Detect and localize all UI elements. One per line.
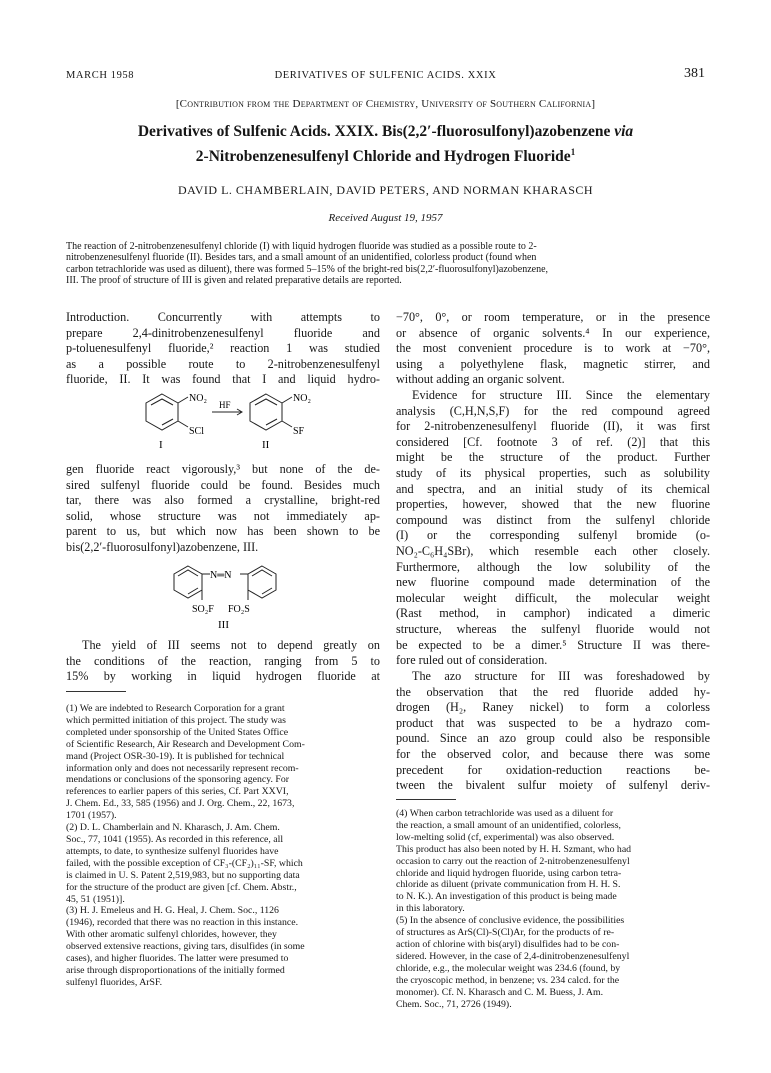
text-line: fore ruled out of consideration. <box>396 653 548 668</box>
footnote-line: (2) D. L. Chamberlain and N. Kharasch, J. Am. Chem. <box>66 822 280 834</box>
text-line: drogen (H₂, Raney nickel) to form a colorless <box>396 700 710 715</box>
text-line: might be the structure of the product. Further <box>396 450 710 465</box>
footnote-line: monomer). Cf. N. Kharasch and C. M. Buess, J. Am. <box>396 986 604 998</box>
text-line: the most convenient procedure is to work at −70°, <box>396 341 710 356</box>
text-line: prepare 2,4-dinitrobenzenesulfenyl fluoride and <box>66 325 380 340</box>
footnote-line: the reaction, a small amount of an unidentified, colorless, <box>396 819 621 831</box>
structure-III <box>170 562 320 632</box>
text-line: The azo structure for III was foreshadowed by <box>412 669 710 683</box>
footnote-line: (1946), recorded that there was no reaction in this instance. <box>66 917 299 929</box>
footnote-line: chloride as diluent (private communication from H. H. S. <box>396 879 621 891</box>
footnote-line: of structures as ArS(Cl)-S(Cl)Ar, for the products of re- <box>396 927 615 939</box>
benzene-ring-product <box>250 394 292 430</box>
fluorosulfonyl-group-right: FO₂S <box>228 604 250 615</box>
footnote-line: With other aromatic sulfenyl chlorides, however, they <box>66 929 277 941</box>
footnote-line: to N. K.). An investigation of this product is being made <box>396 891 617 903</box>
benzene-ring-right <box>240 566 276 600</box>
text-line: Introduction. Concurrently with attempts to <box>66 310 380 324</box>
abstract-line: carbon tetrachloride was used as diluent), there was formed 5–15% of the bright-red bis(2,2′-fluorosulfonyl)azobenzene, <box>66 263 549 275</box>
reagent-hf: HF <box>219 400 231 410</box>
text-line: sired sulfenyl fluoride could be found. Besides much <box>66 477 380 492</box>
text-line: Evidence for structure III. Since the elementary <box>412 388 710 402</box>
text-line: tween the bivalent sulfur moiety of sulfenyl deriv- <box>396 778 710 793</box>
text-line: 15% by working in liquid hydrogen fluoride at <box>66 669 380 684</box>
footnote-line: information only and does not necessarily represent recom- <box>66 762 299 774</box>
footnote-line: chloride, e.g., the molecular weight was 234.6 (found, by <box>396 962 621 974</box>
footnote-rule-right <box>396 799 456 800</box>
product-nitro-group: NO₂ <box>293 393 311 404</box>
footnote-line: for the structure of the product are given [cf. Chem. Abstr., <box>66 881 297 893</box>
text-line: bis(2,2′-fluorosulfonyl)azobenzene, III. <box>66 539 259 554</box>
footnote-line: is claimed in U. S. Patent 2,519,983, but no supporting data <box>66 869 300 881</box>
title-line-2-text: 2-Nitrobenzenesulfenyl Chloride and Hydrogen Fluoride <box>195 148 571 166</box>
footnote-line: sidered. However, in the case of 2,4-dinitrobenzenesulfenyl <box>396 950 630 962</box>
footnote-line: mand (Project OSR-30-19). It is published for technical <box>66 750 285 762</box>
text-line: properties, however, showed that the new fluorine <box>396 497 710 512</box>
footnote-line: the cryoscopic method, in benzene; vs. 234 calcd. for the <box>396 974 620 986</box>
footnote-line: in this laboratory. <box>396 903 465 915</box>
left-paragraph-2 <box>66 462 380 556</box>
footnote-line: mendations or conclusions of the sponsoring agency. For <box>66 774 290 786</box>
right-paragraph-1 <box>396 310 710 388</box>
text-line: The yield of III seems not to depend greatly on <box>82 638 380 652</box>
text-line: solid, whose structure was not immediately ap- <box>66 508 380 523</box>
text-line: (Rast method, in camphor) indicated a dimeric <box>396 606 710 621</box>
footnotes-right <box>396 808 710 1010</box>
azo-linkage: N═N <box>210 570 232 581</box>
footnote-line: (5) In the absence of conclusive evidence, the possibilities <box>396 915 625 927</box>
title-line-2 <box>60 142 711 167</box>
running-head-title: DERIVATIVES OF SULFENIC ACIDS. XXIX <box>274 70 497 81</box>
left-paragraph-intro <box>66 310 380 388</box>
abstract-line: nitrobenzenesulfenyl fluoride (II). Besides tars, and a small amount of an unidentified, colorless product (found when <box>66 252 537 264</box>
footnote-line: J. Chem. Ed., 33, 585 (1956) and J. Org. Chem., 22, 1673, <box>66 798 295 810</box>
footnote-line: which permitted initiation of this project. The study was <box>66 714 286 726</box>
text-line: the observation that the red fluoride added hy- <box>396 684 710 699</box>
text-line: molecular weight difficult, the molecular weight <box>396 590 710 605</box>
footnote-line: arise through disproportionations of the initially formed <box>66 964 285 976</box>
footnote-line: Chem. Soc., 71, 2726 (1949). <box>396 998 512 1010</box>
footnote-line: cases), and higher fluorides. The latter were presumed to <box>66 953 289 965</box>
footnote-line: low-melting solid (cf, experimental) was also observed. <box>396 831 615 843</box>
contribution-line: [Contribution from the Department of Chemistry, University of Southern California] <box>175 98 596 110</box>
footnote-line: (1) We are indebted to Research Corporation for a grant <box>66 703 285 714</box>
text-line: for 2-nitrobenzenesulfenyl fluoride (II), it was first <box>396 419 710 434</box>
abstract-line: III. The proof of structure of III is given and related preparative details are reported. <box>66 275 402 287</box>
footnote-line: attempts, to date, to synthesize sulfenyl fluorides have <box>66 845 279 857</box>
benzene-ring-left <box>174 566 210 600</box>
title-footnote-mark: 1 <box>570 147 576 157</box>
text-line: −70°, 0°, or room temperature, or in the presence <box>396 310 710 324</box>
article-title <box>60 121 711 167</box>
footnote-line: failed, with the possible exception of CF₃-(CF₂)₁₁-SF, which <box>66 857 303 869</box>
footnote-line: of Scientific Research, Air Research and Development Com- <box>66 738 305 750</box>
text-line: the conditions of the reaction, ranging from 5 to <box>66 653 380 668</box>
footnote-line: sulfenyl fluorides, ArSF. <box>66 976 163 988</box>
running-head-date: MARCH 1958 <box>66 70 135 81</box>
text-line: analysis (C,H,N,S,F) for the red compound agreed <box>396 403 710 418</box>
compound-label-III: III <box>218 619 229 631</box>
text-line: (I) or the corresponding sulfenyl bromide (o- <box>396 528 710 543</box>
running-head <box>66 66 705 84</box>
footnote-rule-left <box>66 691 126 692</box>
received-date: Received August 19, 1957 <box>328 212 443 224</box>
text-line: tar, there was also formed a crystalline, bright-red <box>66 493 380 508</box>
fluorosulfonyl-group-left: SO₂F <box>192 604 214 615</box>
text-line: be expected to be a dimer.⁵ Structure II was there- <box>396 637 710 652</box>
right-paragraph-evidence <box>396 388 710 669</box>
text-line: gen fluoride react vigorously,³ but none of the de- <box>66 462 380 476</box>
title-line-1 <box>60 121 711 142</box>
text-line: considered [Cf. footnote 3 of ref. (2)] that this <box>396 434 710 449</box>
text-line: using a polyethylene flask, magnetic stirrer, and <box>396 356 710 371</box>
text-line: parent to us, but which now has been shown to be <box>66 524 380 539</box>
title-via: via <box>614 123 634 140</box>
footnote-line: occasion to carry out the reaction of 2-nitrobenzenesulfenyl <box>396 855 630 867</box>
text-line: product that was suspected to be a hydrazo com- <box>396 715 710 730</box>
text-line: and spectra, and an initial study of its chemical <box>396 481 710 496</box>
product-sf-group: SF <box>293 426 305 437</box>
authors: DAVID L. CHAMBERLAIN, DAVID PETERS, AND NORMAN KHARASCH <box>177 183 594 197</box>
title-line-1-text: Derivatives of Sulfenic Acids. XXIX. Bis(2,2′-fluorosulfonyl)azobenzene <box>137 123 615 140</box>
text-line: p-toluenesulfenyl fluoride,² reaction 1 was studied <box>66 341 380 356</box>
page-number: 381 <box>684 66 705 81</box>
footnote-line: references to earlier papers of this series, Cf. Part XXVI, <box>66 786 289 798</box>
text-line: study of its physical properties, such as solubility <box>396 465 710 480</box>
reactant-nitro-group: NO₂ <box>189 393 207 404</box>
footnote-line: observed extensive reactions, giving tars, disulfides (in some <box>66 941 305 953</box>
text-line: Furthermore, although the low solubility of the <box>396 559 710 574</box>
text-line: NO₂-C₆H₄SBr), which resemble each other closely. <box>396 543 710 558</box>
footnote-line: completed under sponsorship of the United States Office <box>66 726 289 738</box>
footnotes-left <box>66 703 380 989</box>
text-line: precedent for oxidation-reduction reactions be- <box>396 762 710 777</box>
text-line: as a possible route to 2-nitrobenzenesulfenyl <box>66 356 380 371</box>
benzene-ring-reactant <box>146 394 188 430</box>
footnote-line: 1701 (1957). <box>66 810 117 822</box>
reactant-scl-group: SCl <box>189 426 205 437</box>
compound-label-II: II <box>262 439 270 451</box>
text-line: without adding an organic solvent. <box>396 372 565 387</box>
footnote-line: This product has also been noted by H. H. Szmant, who had <box>396 843 632 855</box>
left-paragraph-3 <box>66 638 380 685</box>
footnote-line: Soc., 77, 1041 (1955). As recorded in this reference, all <box>66 833 284 845</box>
text-line: or absence of organic solvents.⁴ In our experience, <box>396 325 710 340</box>
text-line: compound was distinct from the sulfenyl chloride <box>396 512 710 527</box>
footnote-line: (3) H. J. Emeleus and H. G. Heal, J. Chem. Soc., 1126 <box>66 905 279 917</box>
footnote-line: (4) When carbon tetrachloride was used as a diluent for <box>396 808 614 819</box>
text-line: pound. Since an azo group could also be responsible <box>396 731 710 746</box>
footnote-line: chloride and liquid hydrogen fluoride, using carbon tetra- <box>396 867 622 879</box>
abstract-line: The reaction of 2-nitrobenzenesulfenyl chloride (I) with liquid hydrogen fluoride was studied as a possible route to 2- <box>66 241 537 252</box>
text-line: structure, whereas the sulfenyl fluoride would not <box>396 621 710 636</box>
right-paragraph-azo <box>396 669 710 794</box>
abstract <box>66 241 705 287</box>
reaction-scheme-1 <box>140 390 340 452</box>
text-line: fluoride, II. It was found that I and liquid hydro- <box>66 372 380 387</box>
compound-label-I: I <box>159 439 163 451</box>
footnote-line: action of chlorine with bis(aryl) disulfides had to be con- <box>396 938 620 950</box>
text-line: for the observed color, and because there was some <box>396 746 710 761</box>
footnote-line: 45, 51 (1951)]. <box>66 893 125 905</box>
text-line: new fluorine compound made determination of the <box>396 575 710 590</box>
